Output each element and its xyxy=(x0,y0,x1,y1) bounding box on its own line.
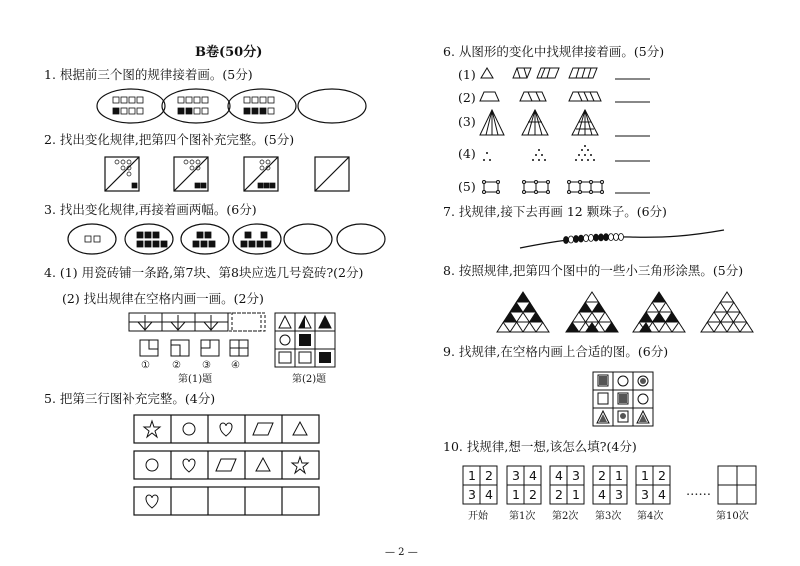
q6-row3 xyxy=(480,110,650,136)
page-number: — 2 — xyxy=(385,547,418,558)
q6-row-5-label: (5) xyxy=(458,179,476,194)
q10-g2-c3: 1 xyxy=(572,487,580,502)
question-10: 10. 找规律,想一想,该怎么填?(4分) xyxy=(443,439,637,454)
q10-g1-c2: 1 xyxy=(512,487,520,502)
q6-row-3-label: (3) xyxy=(458,114,476,129)
q10-g2-c2: 2 xyxy=(555,487,563,502)
question-2: 2. 找出变化规律,把第四个图补充完整。(5分) xyxy=(44,132,295,147)
q1-ovals xyxy=(97,89,366,123)
q4-caption-2: 第(2)题 xyxy=(292,374,327,385)
q6-row-2-label: (2) xyxy=(458,90,476,105)
q4-grid-filled-square-2 xyxy=(319,352,331,363)
q4-option-4: ④ xyxy=(231,360,240,371)
q10-label-1: 第1次 xyxy=(509,511,536,522)
q5-shapes xyxy=(144,421,308,508)
question-4-part-2: (2) 找出规律在空格内画一画。(2分) xyxy=(62,291,264,306)
q10-g2-c1: 3 xyxy=(572,468,580,483)
q1-squares xyxy=(113,97,274,114)
q10-g1-c1: 4 xyxy=(529,468,537,483)
q4-grid-filled-triangle xyxy=(319,316,331,328)
q6-row5 xyxy=(483,181,651,194)
q10-g3-c0: 2 xyxy=(598,468,606,483)
q10-grid-frames xyxy=(463,466,756,504)
question-9: 9. 找规律,在空格内画上合适的图。(6分) xyxy=(443,344,669,359)
q10-label-10: 第10次 xyxy=(716,511,749,522)
question-8: 8. 按照规律,把第四个图中的一些小三角形涂黑。(5分) xyxy=(443,263,744,278)
section-title: B卷(50分) xyxy=(195,45,263,60)
q6-row2 xyxy=(480,92,650,102)
q10-g0-c1: 2 xyxy=(485,468,493,483)
q10-g4-c0: 1 xyxy=(641,468,649,483)
question-5: 5. 把第三行图补充完整。(4分) xyxy=(44,391,216,406)
q4-caption-1: 第(1)题 xyxy=(178,374,213,385)
question-4-part-1: 4. (1) 用瓷砖铺一条路,第7块、第8块应选几号瓷砖?(2分) xyxy=(44,265,364,280)
q6-row4 xyxy=(483,145,595,161)
q10-label-3: 第3次 xyxy=(595,511,622,522)
q6-row-1-label: (1) xyxy=(458,67,476,82)
q10-g3-c3: 3 xyxy=(615,487,623,502)
q4-grid-half-fill xyxy=(299,316,305,328)
q10-label-2: 第2次 xyxy=(552,511,579,522)
q10-g3-c1: 1 xyxy=(615,468,623,483)
q6-row1 xyxy=(481,68,650,79)
q9-fills xyxy=(599,376,647,422)
q10-g4-c3: 4 xyxy=(658,487,666,502)
q4-option-3: ③ xyxy=(202,360,211,371)
q2-boxes xyxy=(105,157,349,191)
q10-label-start: 开始 xyxy=(468,511,488,522)
q3-squares xyxy=(85,232,271,247)
q10-g0-c0: 1 xyxy=(468,468,476,483)
q4-option-2: ② xyxy=(172,360,181,371)
q10-g1-c0: 3 xyxy=(512,468,520,483)
q10-g0-c2: 3 xyxy=(468,487,476,502)
question-1: 1. 根据前三个图的规律接着画。(5分) xyxy=(44,67,253,82)
q4-grid-filled-square xyxy=(299,334,311,346)
q4-tile-strip xyxy=(129,313,265,331)
q10-ellipsis: …… xyxy=(686,483,711,498)
q10-g1-c3: 2 xyxy=(529,487,537,502)
q10-label-4: 第4次 xyxy=(637,511,664,522)
question-3: 3. 找出变化规律,再接着画两幅。(6分) xyxy=(44,202,257,217)
q10-g4-c2: 3 xyxy=(641,487,649,502)
q7-beads xyxy=(564,234,624,244)
q6-row-4-label: (4) xyxy=(458,146,476,161)
q3-ovals xyxy=(68,224,385,254)
q10-g3-c2: 4 xyxy=(598,487,606,502)
q5-grid xyxy=(134,415,319,515)
question-7: 7. 找规律,接下去再画 12 颗珠子。(6分) xyxy=(443,204,667,219)
q4-option-1: ① xyxy=(141,360,150,371)
q4-option-tiles xyxy=(140,340,248,356)
question-6: 6. 从图形的变化中找规律接着画。(5分) xyxy=(443,44,665,59)
q10-g2-c0: 4 xyxy=(555,468,563,483)
q10-g4-c1: 2 xyxy=(658,468,666,483)
q10-g0-c3: 4 xyxy=(485,487,493,502)
